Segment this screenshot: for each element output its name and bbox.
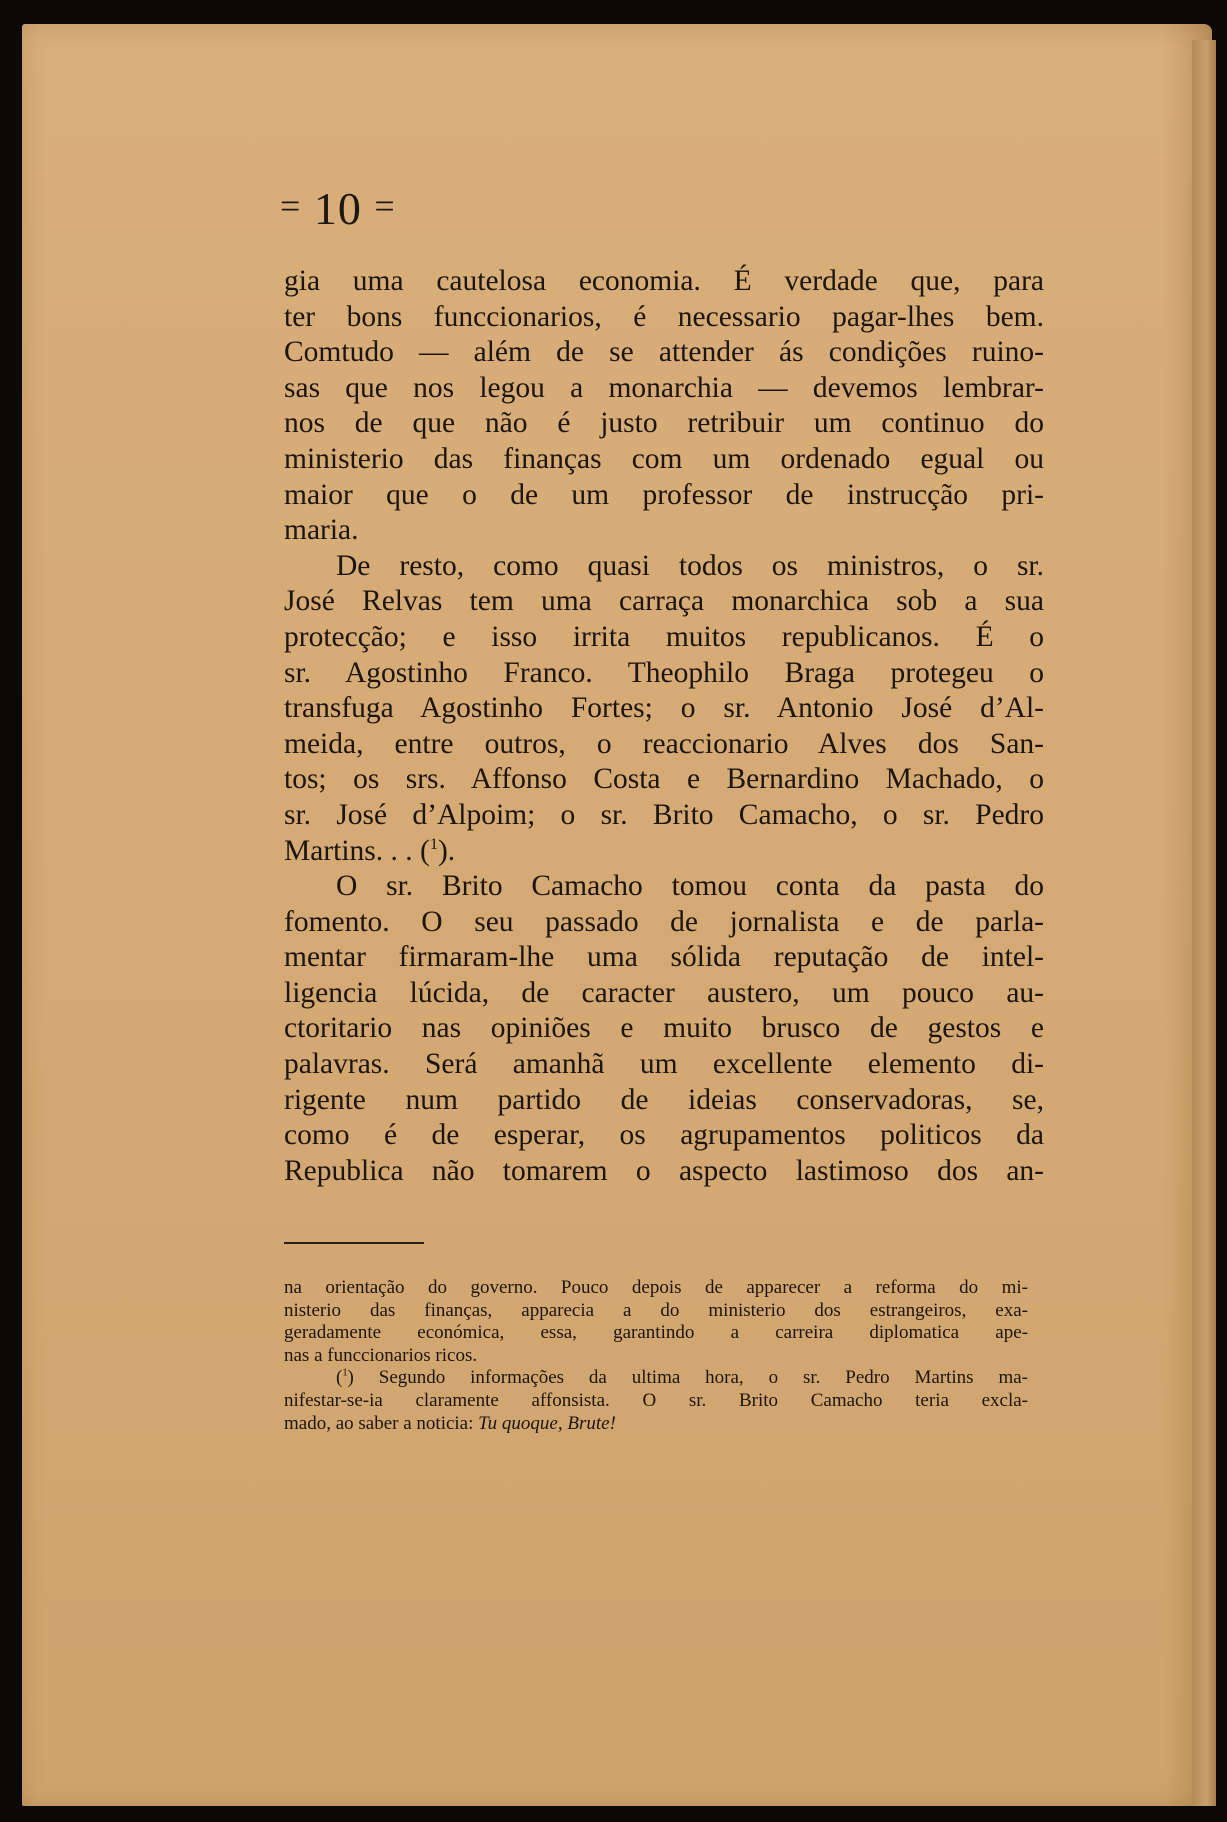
latin-quote: Tu quoque, Brute!: [478, 1412, 616, 1434]
text-line: rigente num partido de ideias conservadoras, se,: [284, 1083, 1044, 1116]
footnote-line: nas a funccionarios ricos.: [284, 1344, 478, 1366]
text-line: nos de que não é justo retribuir um continuo do: [284, 407, 1044, 440]
text-line: maior que o de um professor de instrucção pri-: [284, 478, 1044, 511]
text-line: como é de esperar, os agrupamentos politicos da: [284, 1119, 1044, 1152]
text-line: palavras. Será amanhã um excellente elemento di-: [284, 1048, 1044, 1081]
text-line: transfuga Agostinho Fortes; o sr. Antonio José d’Al-: [284, 692, 1044, 725]
footnote-reference[interactable]: 1: [429, 834, 438, 853]
footnote-line: geradamente económica, essa, garantindo a carreira diplomatica ape-: [284, 1322, 1028, 1344]
text-line: sr. José d’Alpoim; o sr. Brito Camacho, o sr. Pedro: [284, 798, 1044, 831]
text-segment: (: [336, 1367, 343, 1389]
text-line: ter bons funccionarios, é necessario pagar-lhes bem.: [284, 300, 1044, 333]
footnote-line: [284, 1413, 1028, 1436]
text-segment: ).: [437, 834, 456, 867]
next-page-edge: [1192, 40, 1216, 1806]
text-line: ligencia lúcida, de caracter austero, um pouco au-: [284, 976, 1044, 1009]
footnote-line: na orientação do governo. Pouco depois de apparecer a reforma do mi-: [284, 1277, 1028, 1298]
footnotes: [284, 1277, 1028, 1435]
text-line: tos; os srs. Affonso Costa e Bernardino Machado, o: [284, 763, 1044, 796]
book-page: [22, 24, 1212, 1806]
text-line: [284, 834, 1044, 870]
text-line: protecção; e isso irrita muitos republicanos. É o: [284, 620, 1044, 653]
main-text: [284, 264, 1044, 1189]
text-line: mentar firmaram-lhe uma sólida reputação de intel-: [284, 941, 1044, 974]
footnote-line: nifestar-se-ia claramente affonsista. O sr. Brito Camacho teria excla-: [284, 1389, 1028, 1411]
text-line: sas que nos legou a monarchia — devemos lembrar-: [284, 371, 1044, 404]
text-line: ctoritario nas opiniões e muito brusco de gestos e: [284, 1012, 1044, 1045]
text-line: O sr. Brito Camacho tomou conta da pasta do: [336, 870, 1044, 903]
text-line: fomento. O seu passado de jornalista e de parla-: [284, 905, 1044, 938]
text-line: José Relvas tem uma carraça monarchica sob a sua: [284, 585, 1044, 618]
text-line: De resto, como quasi todos os ministros, o sr.: [336, 549, 1044, 582]
footnote-line: nisterio das finanças, apparecia a do ministerio dos estrangeiros, exa-: [284, 1299, 1028, 1321]
text-line: Republica não tomarem o aspecto lastimoso dos an-: [284, 1154, 1044, 1187]
text-segment: ) Segundo informações da ultima hora, o sr. Pedro Martins ma-: [347, 1367, 1028, 1389]
footnote-divider: [284, 1242, 424, 1244]
footnote-line: [284, 1367, 1028, 1390]
text-line: maria.: [284, 514, 359, 547]
text-segment: Martins. . . (: [284, 834, 430, 867]
text-line: Comtudo — além de se attender ás condições ruino-: [284, 336, 1044, 369]
page-number: = 10 =: [280, 183, 396, 234]
text-line: ministerio das finanças com um ordenado egual ou: [284, 442, 1044, 475]
text-line: meida, entre outros, o reaccionario Alves dos San-: [284, 727, 1044, 760]
text-segment: mado, ao saber a noticia:: [284, 1412, 479, 1434]
text-line: gia uma cautelosa economia. É verdade que, para: [284, 265, 1044, 297]
text-line: sr. Agostinho Franco. Theophilo Braga protegeu o: [284, 656, 1044, 689]
footnote-marker: 1: [342, 1368, 348, 1380]
